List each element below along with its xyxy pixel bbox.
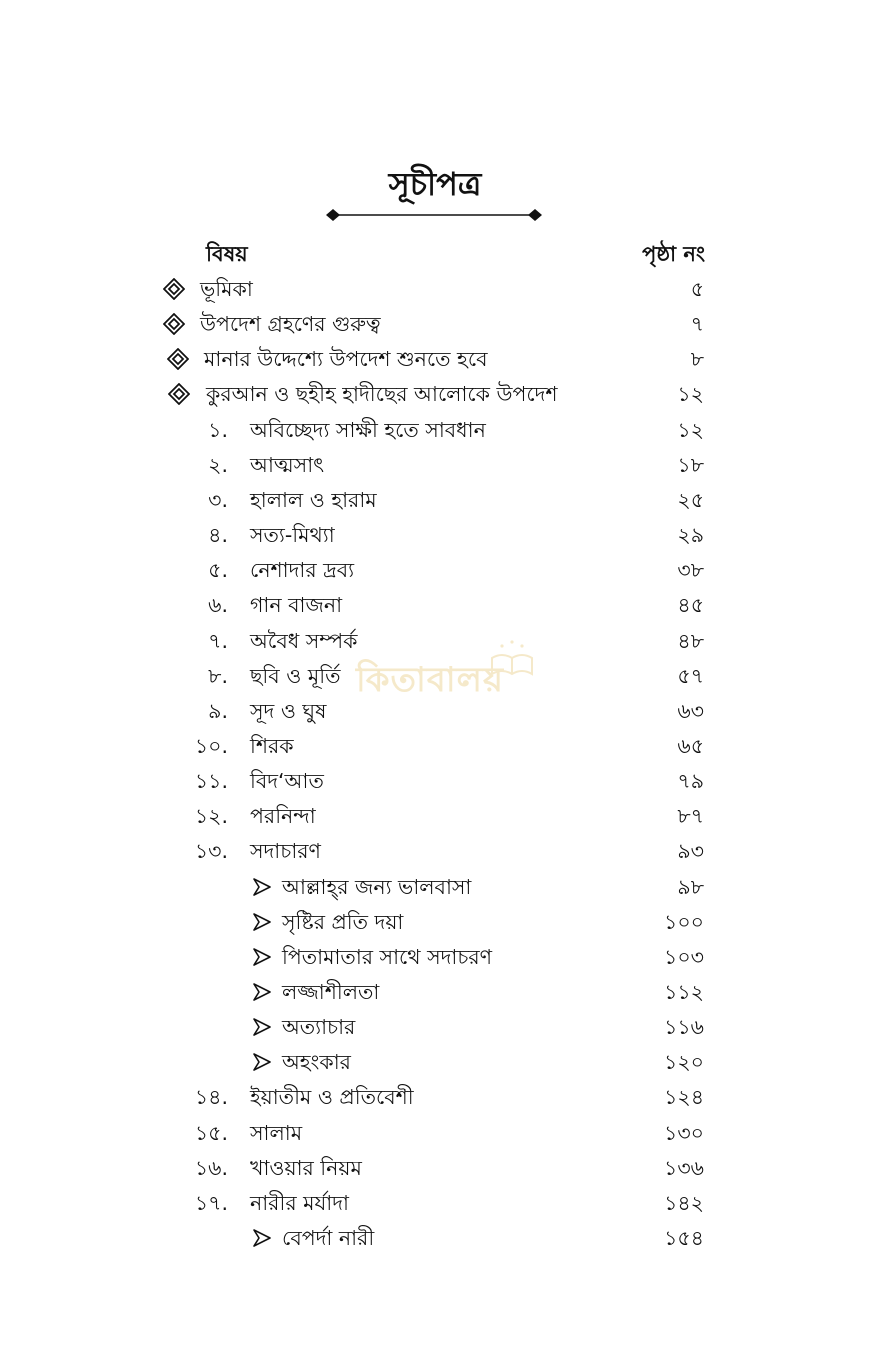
toc-entry-page: ১৪২ [664,1190,704,1215]
arrow-bullet-icon [252,947,272,967]
toc-entry-page: ৭৯ [677,769,704,794]
toc-entry-number: ১১. [194,769,228,794]
toc-entry [0,588,870,622]
toc-entry [0,1186,870,1220]
toc-entry-title: বেপর্দা নারী [282,1226,375,1251]
toc-entry-page: ৪৫ [677,593,704,618]
toc-entry [0,1151,870,1185]
toc-entry-number: ১২. [194,804,228,829]
arrow-bullet-icon [252,982,272,1002]
toc-entry-number: ১৪. [194,1085,228,1110]
toc-entry [0,834,870,868]
toc-entry [0,1116,870,1150]
toc-entry-title: সদাচারণ [250,839,321,864]
toc-entry [0,694,870,728]
toc-entry [0,448,870,482]
column-header-subject: বিষয় [206,242,248,266]
column-header-page: পৃষ্ঠা নং [642,242,705,266]
toc-entry-number: ২. [208,452,228,477]
toc-entry-title: খাওয়ার নিয়ম [250,1155,362,1180]
diamond-bullet-icon [163,278,185,300]
toc-entry [0,307,870,341]
toc-entry-title: নারীর মর্যাদা [250,1190,349,1215]
toc-entry [0,1080,870,1114]
toc-entry-title: পরনিন্দা [250,804,316,829]
toc-entry [0,553,870,587]
toc-entry [0,799,870,833]
toc-entry-page: ১১২ [664,980,704,1004]
toc-entry-number: ৪. [208,523,228,548]
toc-entry [0,1045,870,1079]
toc-entry-title: বিদ‘আত [250,769,324,794]
toc-entry [0,1010,870,1044]
toc-entry-page: ৫৭ [677,663,704,688]
toc-entry-title: গান বাজনা [250,593,343,618]
toc-entry-page: ১২৪ [664,1085,704,1110]
toc-entry-title: মানার উদ্দেশ্যে উপদেশ শুনতে হবে [204,347,488,372]
toc-entry-page: ১২০ [664,1050,704,1075]
toc-entry-page: ৪৮ [677,628,704,653]
toc-entry-page: ১০৩ [664,944,704,969]
toc-entry-number: ৯. [208,698,228,723]
toc-entry-page: ১৩০ [664,1120,704,1145]
toc-entry-number: ৫. [208,558,228,583]
toc-entry [0,729,870,763]
toc-entry [0,413,870,447]
toc-entry-page: ২৫ [677,487,704,512]
toc-entry-title: ভূমিকা [200,277,253,301]
toc-entry-number: ১৬. [194,1155,228,1180]
toc-entry-title: আত্মসাৎ [250,452,325,477]
toc-entry [0,624,870,658]
arrow-bullet-icon [252,1017,272,1037]
toc-entry [0,272,870,306]
arrow-bullet-icon [252,877,272,897]
toc-entry-number: ৬. [208,593,228,618]
toc-entry-page: ১২ [677,382,704,407]
toc-entry-page: ৮৭ [677,804,704,829]
toc-entry [0,940,870,974]
toc-entry [0,483,870,517]
toc-entry [0,342,870,376]
toc-entry-number: ১৩. [194,839,228,864]
toc-entry-title: হালাল ও হারাম [250,487,377,512]
arrow-bullet-icon [252,912,272,932]
toc-entry-page: ১১৬ [664,1015,704,1040]
toc-entry-title: সালাম [250,1120,303,1145]
toc-entry [0,377,870,411]
toc-entry-title: পিতামাতার সাথে সদাচরণ [282,944,493,969]
toc-entry-page: ১০০ [664,909,704,934]
toc-entry-page: ১২ [677,417,704,442]
toc-entry-page: ৬৫ [677,733,704,758]
toc-entry-page: ৯৩ [677,839,704,864]
toc-entry-number: ৩. [208,487,228,512]
toc-entry-number: ১০. [194,733,228,758]
toc-entry-page: ২৯ [677,523,704,548]
toc-entry-title: অবিচ্ছেদ্য সাক্ষী হতে সাবধান [250,417,486,442]
toc-entry-title: অহংকার [282,1050,351,1075]
diamond-bullet-icon [163,313,185,335]
toc-entry-number: ১৭. [194,1190,228,1215]
toc-entry-title: সূদ ও ঘুষ [250,698,327,723]
toc-entry-title: শিরক [250,733,294,758]
toc-entry-title: ছবি ও মূর্তি [250,663,341,688]
toc-entry-title: লজ্জাশীলতা [282,980,380,1004]
toc-entry-title: অবৈধ সম্পর্ক [250,628,358,653]
page-title: সূচীপত্র [388,165,482,203]
toc-entry-number: ১. [208,417,228,442]
toc-entry [0,518,870,552]
toc-entry-number: ৭. [208,628,228,653]
toc-entry-page: ৫ [690,277,704,301]
title-underline-ornament [325,206,543,224]
toc-entry-title: অত্যাচার [282,1015,356,1040]
toc-entry [0,905,870,939]
toc-entry [0,659,870,693]
toc-entry-page: ১৫৪ [664,1226,704,1251]
toc-entry-number: ৮. [208,663,228,688]
toc-entry-page: ১৩৬ [664,1155,704,1180]
toc-entry [0,764,870,798]
toc-entry-title: উপদেশ গ্রহণের গুরুত্ব [200,312,381,337]
arrow-bullet-icon [252,1052,272,1072]
toc-entry [0,975,870,1009]
toc-entry-page: ৯৮ [677,874,704,899]
toc-entry-title: আল্লাহ্‌র জন্য ভালবাসা [282,874,472,899]
toc-entry-page: ৬৩ [677,698,704,723]
toc-entry-page: ৩৮ [677,558,704,583]
toc-entry [0,1221,870,1255]
toc-entry [0,870,870,904]
diamond-bullet-icon [167,348,189,370]
toc-entry-title: সৃষ্টির প্রতি দয়া [282,909,404,934]
toc-entry-number: ১৫. [194,1120,228,1145]
toc-entry-page: ৭ [690,312,704,337]
toc-entry-title: সত্য-মিথ্যা [250,523,335,548]
toc-entry-page: ১৮ [677,452,704,477]
toc-entry-title: ইয়াতীম ও প্রতিবেশী [250,1085,414,1110]
toc-entry-page: ৮ [690,347,704,372]
toc-entry-title: নেশাদার দ্রব্য [250,558,355,583]
diamond-bullet-icon [168,383,190,405]
watermark-text: কিতাবালয় [356,660,505,700]
toc-entry-title: কুরআন ও ছহীহ হাদীছের আলোকে উপদেশ [206,382,558,407]
arrow-bullet-icon [252,1228,272,1248]
